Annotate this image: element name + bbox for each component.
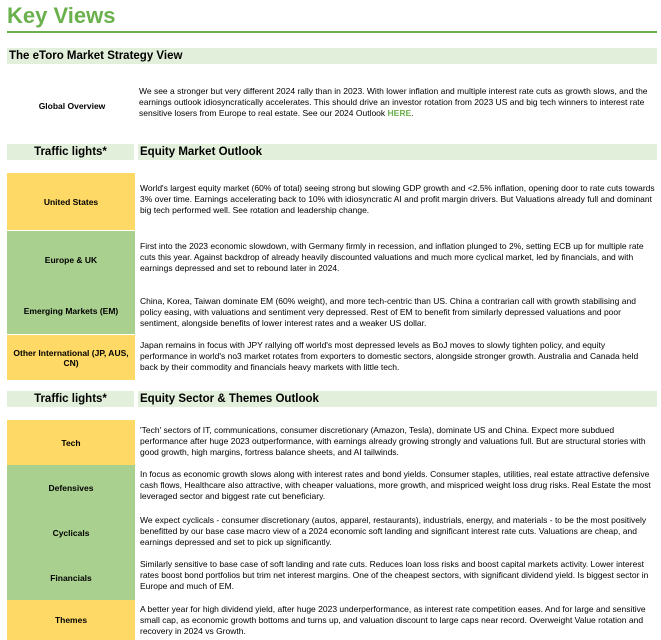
sector-row-cyclicals <box>7 510 657 555</box>
strategy-header: The eToro Market Strategy View <box>7 48 657 64</box>
equity-text-em: China, Korea, Taiwan dominate EM (60% weight), and more tech-centric than US. China a contrarian call with growth stabilising and policy easing, with valuations and sentiment very depressed. Rest of EM to benefit from similarly depressed valuations and poor sentiment, alongside benefits of lower interest rates and a weaker US dollar. <box>140 296 636 328</box>
equity-row-us <box>7 173 657 230</box>
sector-row-tech <box>7 420 657 465</box>
page-title: Key Views <box>7 3 116 28</box>
equity-traffic-lights-label: Traffic lights* <box>7 144 134 160</box>
equity-label-other: Other International (JP, AUS, CN) <box>7 335 135 380</box>
global-overview-text: We see a stronger but very different 2024 rally than in 2023. With lower inflation and multiple interest rate cuts as growth slows, and the earnings outlook idiosyncratically accelerates. This should drive an investor rotation from 2023 US and big tech winners to interest rate sensitive losers from Europe to real estate. See our 2024 Outlook HERE. <box>139 86 648 118</box>
sector-row-financials <box>7 555 657 600</box>
sector-header: Equity Sector & Themes Outlook <box>138 391 657 407</box>
sector-row-defensives <box>7 465 657 510</box>
sector-text-cyclicals: We expect cyclicals - consumer discretionary (autos, apparel, restaurants), industrials, energy, and materials - to be the most positively benefitted by our base case macro view of a 2024 economic soft landing and significant interest rate cuts. Valuations are cheap, and earnings depressed and set to pick up significantly. <box>140 515 647 547</box>
sector-row-themes <box>7 600 657 640</box>
equity-text-us: World's largest equity market (60% of total) seeing strong but slowing GDP growth and <2.5% inflation, opening door to rate cuts towards 3% over time. Earnings accelerating back to 10% with idiosyncratic AI and profit margin drivers. But Valuations already full and dominant big tech performed well. See rotation and leadership change. <box>140 183 655 215</box>
sector-text-financials: Similarly sensitive to base case of soft landing and rate cuts. Reduces loan loss risks and boost capital markets activity. Lower interest rates boost bond portfolios but trim net interest margins. One of the cheapest sectors, with significant dividend yield. Is biggest sector in Europe and much of EM. <box>140 559 649 591</box>
sector-traffic-lights-label: Traffic lights* <box>7 391 134 407</box>
equity-header: Equity Market Outlook <box>138 144 657 160</box>
sector-label-tech: Tech <box>7 420 135 465</box>
outlook-link[interactable]: HERE <box>387 108 412 118</box>
global-overview-row <box>7 84 657 128</box>
sector-label-themes: Themes <box>7 600 135 640</box>
global-overview-label: Global Overview <box>38 101 106 111</box>
sector-header-row <box>7 391 657 407</box>
equity-label-europe: Europe & UK <box>7 231 135 288</box>
equity-text-europe: First into the 2023 economic slowdown, with Germany firmly in recession, and inflation plunged to 2%, setting ECB up for multiple rate cuts this year. Against backdrop of already heavily discounted valuations and much more cyclical market, led by financials, and with earnings depressed and set to rebound later in 2024. <box>140 241 644 273</box>
equity-row-other <box>7 335 657 380</box>
equity-header-row <box>7 144 657 160</box>
sector-label-defensives: Defensives <box>7 465 135 510</box>
equity-label-us: United States <box>7 173 135 230</box>
equity-row-europe <box>7 231 657 288</box>
sector-text-themes: A better year for high dividend yield, after huge 2023 underperformance, as interest rate competition eases. And for large and sensitive small cap, as economic growth bottoms and turns up, and valuation discount to large caps near record. Overweight Value rotation and recovery in 2024 vs Growth. <box>140 604 646 636</box>
sector-text-defensives: In focus as economic growth slows along with interest rates and bond yields. Consumer staples, utilities, real estate attractive defensive cash flows, Healthcare also attractive, with cheaper valuations, more growth, and mispriced weight loss drug risks. Real Estate the most leveraged sector and biggest rate cut beneficiary. <box>140 469 651 501</box>
title-rule <box>7 31 657 33</box>
sector-label-cyclicals: Cyclicals <box>7 510 135 555</box>
equity-row-em <box>7 288 657 334</box>
equity-label-em: Emerging Markets (EM) <box>7 288 135 334</box>
equity-text-other: Japan remains in focus with JPY rallying off world's most depressed levels as BoJ moves to slowly tighten policy, and equity performance in world's no3 market rotates from exporters to domestic sectors, alongside stronger growth. Australia and Canada held back by their commodity and financials heavy markets with little tech. <box>140 340 639 372</box>
sector-text-tech: 'Tech' sectors of IT, communications, consumer discretionary (Amazon, Tesla), dominate US and China. Expect more subdued performance after huge 2023 outperformance, with earnings already growing strongly and valuations full. But are structural stories with good growth, high margins, fortress balance sheets, and AI tailwinds. <box>140 425 646 457</box>
sector-label-financials: Financials <box>7 555 135 600</box>
